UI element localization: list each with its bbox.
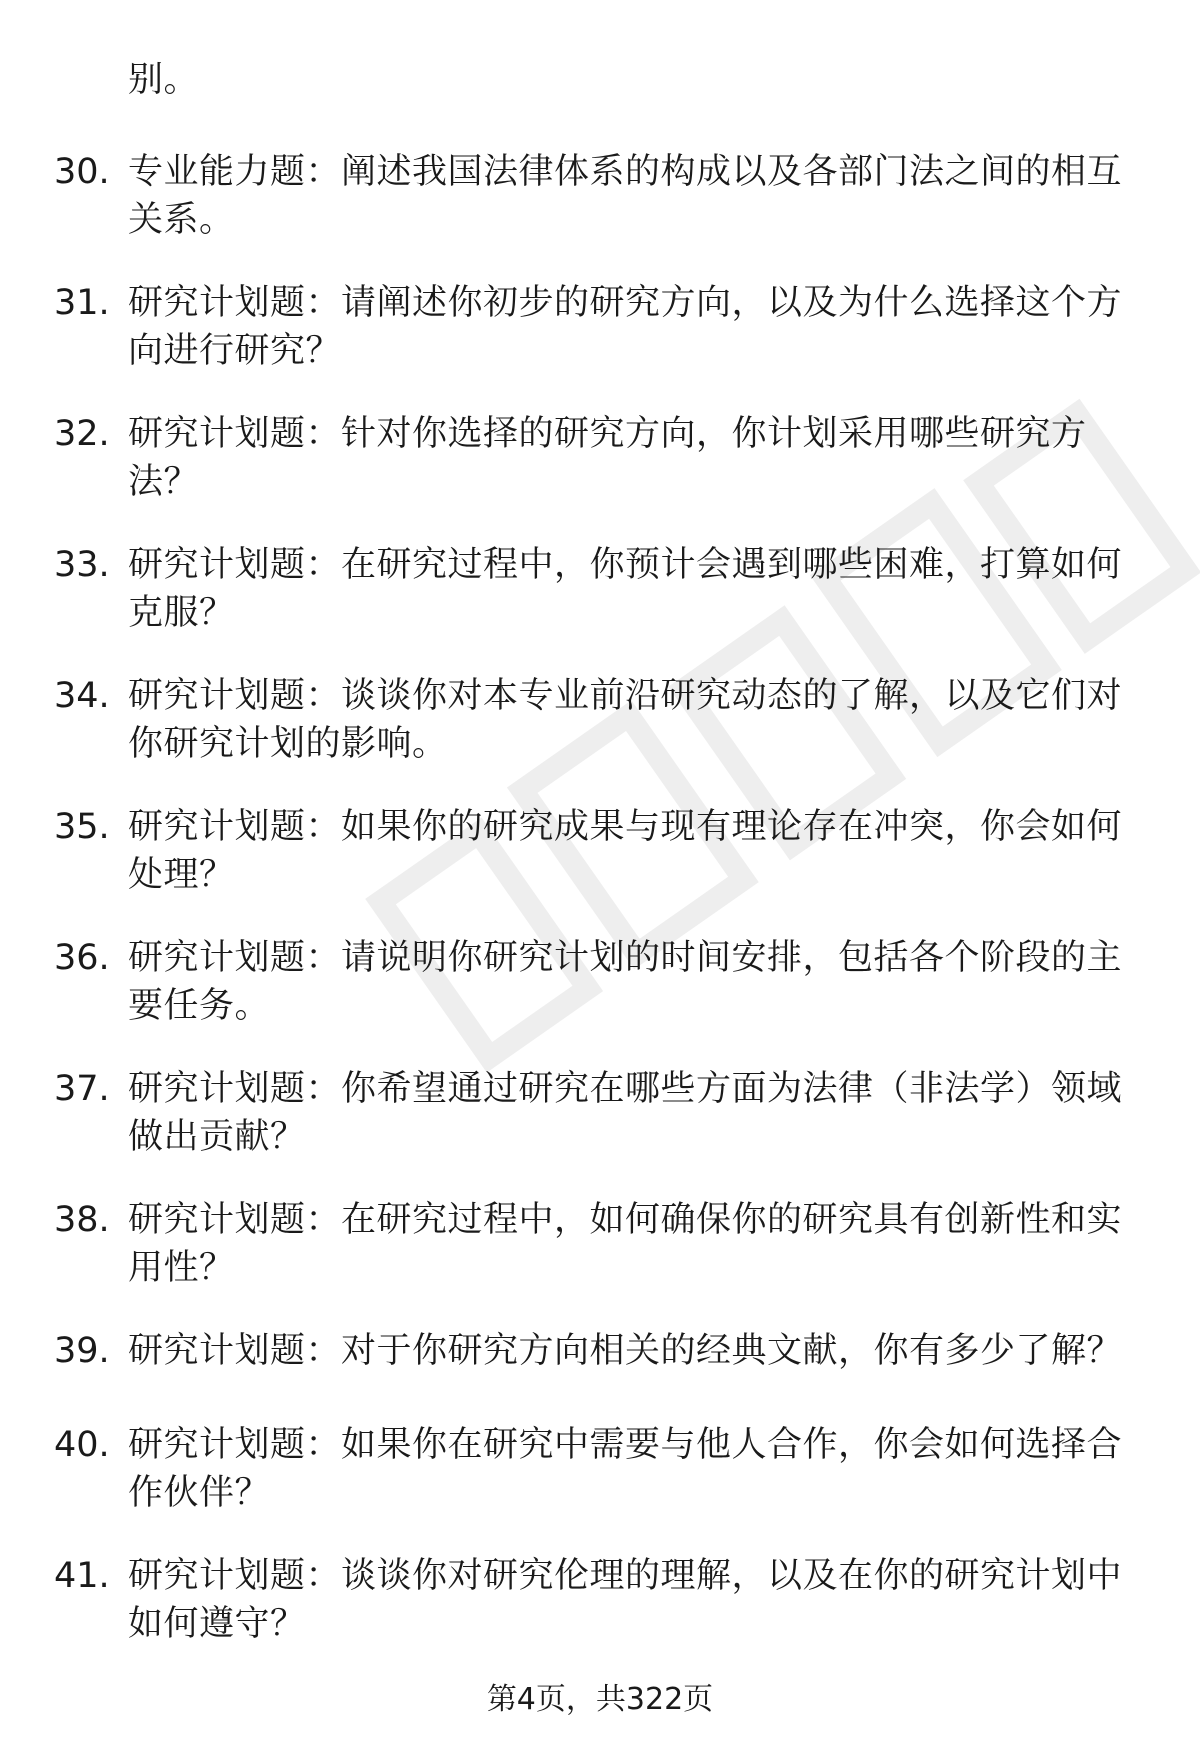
list-item bbox=[0, 148, 1200, 279]
question-text: 研究计划题：对于你研究方向相关的经典文献，你有多少了解？ bbox=[128, 1331, 1123, 1371]
question-number: 30. bbox=[54, 152, 110, 192]
question-number: 37. bbox=[54, 1069, 110, 1109]
question-number: 34. bbox=[54, 676, 110, 716]
question-number: 40. bbox=[54, 1425, 110, 1465]
question-text: 研究计划题：在研究过程中，你预计会遇到哪些困难，打算如何克服？ bbox=[128, 545, 1123, 633]
question-text: 研究计划题：如果你在研究中需要与他人合作，你会如何选择合作伙伴？ bbox=[128, 1425, 1123, 1513]
list-item bbox=[0, 934, 1200, 1065]
page-footer: 第4页，共322页 bbox=[486, 1682, 714, 1717]
question-number: 35. bbox=[54, 807, 110, 847]
question-text: 研究计划题：请阐述你初步的研究方向，以及为什么选择这个方向进行研究？ bbox=[128, 283, 1123, 371]
continuation-text: 别。 bbox=[128, 60, 200, 100]
question-text: 研究计划题：你希望通过研究在哪些方面为法律（非法学）领域做出贡献？ bbox=[128, 1069, 1123, 1157]
question-text: 研究计划题：请说明你研究计划的时间安排，包括各个阶段的主要任务。 bbox=[128, 938, 1123, 1026]
question-text: 研究计划题：如果你的研究成果与现有理论存在冲突，你会如何处理？ bbox=[128, 807, 1123, 895]
question-number: 41. bbox=[54, 1556, 110, 1596]
question-number: 38. bbox=[54, 1200, 110, 1240]
list-item bbox=[0, 1552, 1200, 1683]
list-item bbox=[0, 1421, 1200, 1552]
list-item bbox=[0, 1065, 1200, 1196]
question-number: 39. bbox=[54, 1331, 110, 1371]
question-text: 研究计划题：谈谈你对本专业前沿研究动态的了解，以及它们对你研究计划的影响。 bbox=[128, 676, 1123, 764]
question-text: 专业能力题：阐述我国法律体系的构成以及各部门法之间的相互关系。 bbox=[128, 152, 1123, 240]
list-item bbox=[0, 1196, 1200, 1327]
question-text: 研究计划题：针对你选择的研究方向，你计划采用哪些研究方法？ bbox=[128, 414, 1087, 502]
question-number: 32. bbox=[54, 414, 110, 454]
question-text: 研究计划题：在研究过程中，如何确保你的研究具有创新性和实用性？ bbox=[128, 1200, 1123, 1288]
question-text: 研究计划题：谈谈你对研究伦理的理解，以及在你的研究计划中如何遵守？ bbox=[128, 1556, 1123, 1644]
list-item bbox=[0, 410, 1200, 541]
list-item bbox=[0, 803, 1200, 934]
list-item bbox=[0, 1327, 1200, 1421]
question-number: 31. bbox=[54, 283, 110, 323]
list-item bbox=[0, 279, 1200, 410]
list-item bbox=[0, 541, 1200, 672]
question-list bbox=[0, 148, 1200, 1683]
list-item bbox=[0, 672, 1200, 803]
question-number: 33. bbox=[54, 545, 110, 585]
question-number: 36. bbox=[54, 938, 110, 978]
